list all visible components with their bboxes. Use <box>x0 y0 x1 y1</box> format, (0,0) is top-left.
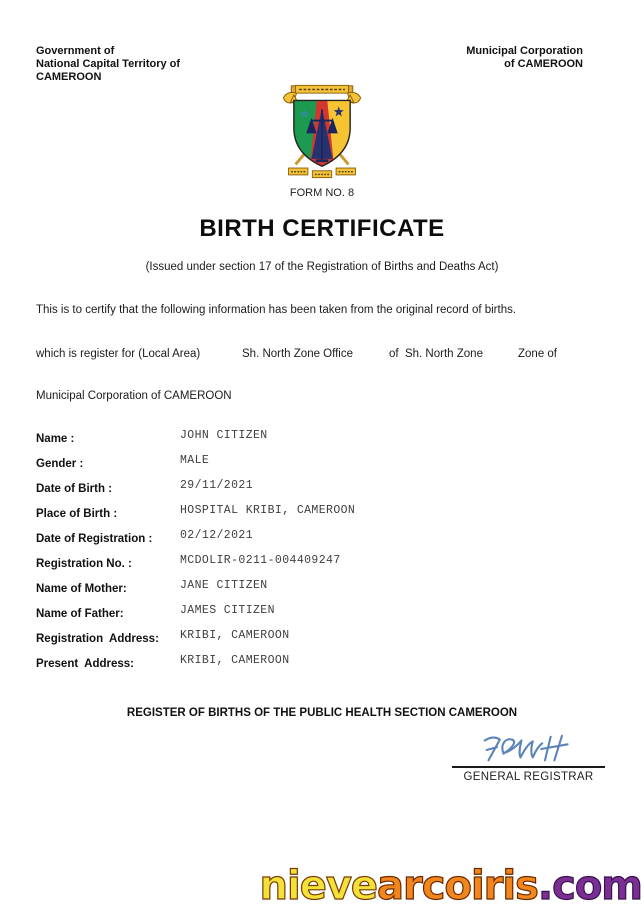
register-office-value: Sh. North Zone Office <box>242 348 354 360</box>
field-row-place-of-birth <box>36 504 596 529</box>
form-number: FORM NO. 8 <box>289 187 355 199</box>
field-row-name <box>36 429 596 454</box>
field-row-date-of-birth <box>36 479 596 504</box>
field-label: Registration No. : <box>36 558 132 570</box>
field-value: JANE CITIZEN <box>180 579 268 592</box>
register-of-births-heading: REGISTER OF BIRTHS OF THE PUBLIC HEALTH SECTION CAMEROON <box>126 707 518 719</box>
field-label: Gender : <box>36 458 84 470</box>
header-left-line2: National Capital Territory of <box>36 58 181 70</box>
field-value: HOSPITAL KRIBI, CAMEROON <box>180 504 356 517</box>
watermark-nievearcoiris <box>260 863 642 909</box>
cameroon-coat-of-arms-icon <box>278 84 366 179</box>
certify-statement: This is to certify that the following information has been taken from the original record of births. <box>36 304 517 316</box>
issuing-act-subtitle: (Issued under section 17 of the Registration of Births and Deaths Act) <box>145 261 499 273</box>
watermark-part-2: arcoiris <box>377 863 538 909</box>
field-row-gender <box>36 454 596 479</box>
page-title: BIRTH CERTIFICATE <box>199 215 445 242</box>
municipal-corporation-line: Municipal Corporation of CAMEROON <box>36 390 232 402</box>
registrar-signature-scribble <box>477 733 581 765</box>
register-line-zone-of: Zone of <box>518 348 557 360</box>
issuing-authority-left <box>36 45 180 84</box>
certificate-fields <box>36 429 596 679</box>
header-right-line2: of CAMEROON <box>504 58 583 70</box>
field-label: Present Address: <box>36 658 134 670</box>
header-right-line1: Municipal Corporation <box>466 45 583 57</box>
field-value: KRIBI, CAMEROON <box>180 629 290 642</box>
field-value: JOHN CITIZEN <box>180 429 268 442</box>
field-label: Name of Mother: <box>36 583 127 595</box>
field-value: 02/12/2021 <box>180 529 254 542</box>
field-value: MALE <box>180 454 210 467</box>
watermark-part-3: .com <box>537 863 642 909</box>
field-row-registration-address <box>36 629 596 654</box>
watermark-part-1: nieve <box>259 863 378 909</box>
field-value: KRIBI, CAMEROON <box>180 654 290 667</box>
signature-rule <box>452 766 605 768</box>
field-row-present-address <box>36 654 596 679</box>
emblem-bottom-banner <box>289 168 356 178</box>
field-label: Registration Address: <box>36 633 159 645</box>
field-label: Name of Father: <box>36 608 124 620</box>
field-label: Date of Birth : <box>36 483 113 495</box>
header-left-line3: CAMEROON <box>36 71 102 83</box>
field-label: Name : <box>36 433 75 445</box>
issuing-authority-right <box>466 45 583 71</box>
emblem-top-banner <box>291 85 353 93</box>
field-row-name-of-father <box>36 604 596 629</box>
field-row-date-of-registration <box>36 529 596 554</box>
signature-block <box>452 733 605 783</box>
field-value: MCDOLIR-0211-004409247 <box>180 554 341 567</box>
header-left-line1: Government of <box>36 45 115 57</box>
register-area-line <box>0 348 644 364</box>
register-line-prefix: which is register for (Local Area) <box>36 348 201 360</box>
field-row-registration-no <box>36 554 596 579</box>
field-row-name-of-mother <box>36 579 596 604</box>
register-zone-value: of Sh. North Zone <box>389 348 483 360</box>
field-value: 29/11/2021 <box>180 479 254 492</box>
registrar-title: GENERAL REGISTRAR <box>463 771 594 783</box>
field-label: Place of Birth : <box>36 508 118 520</box>
field-label: Date of Registration : <box>36 533 153 545</box>
field-value: JAMES CITIZEN <box>180 604 275 617</box>
